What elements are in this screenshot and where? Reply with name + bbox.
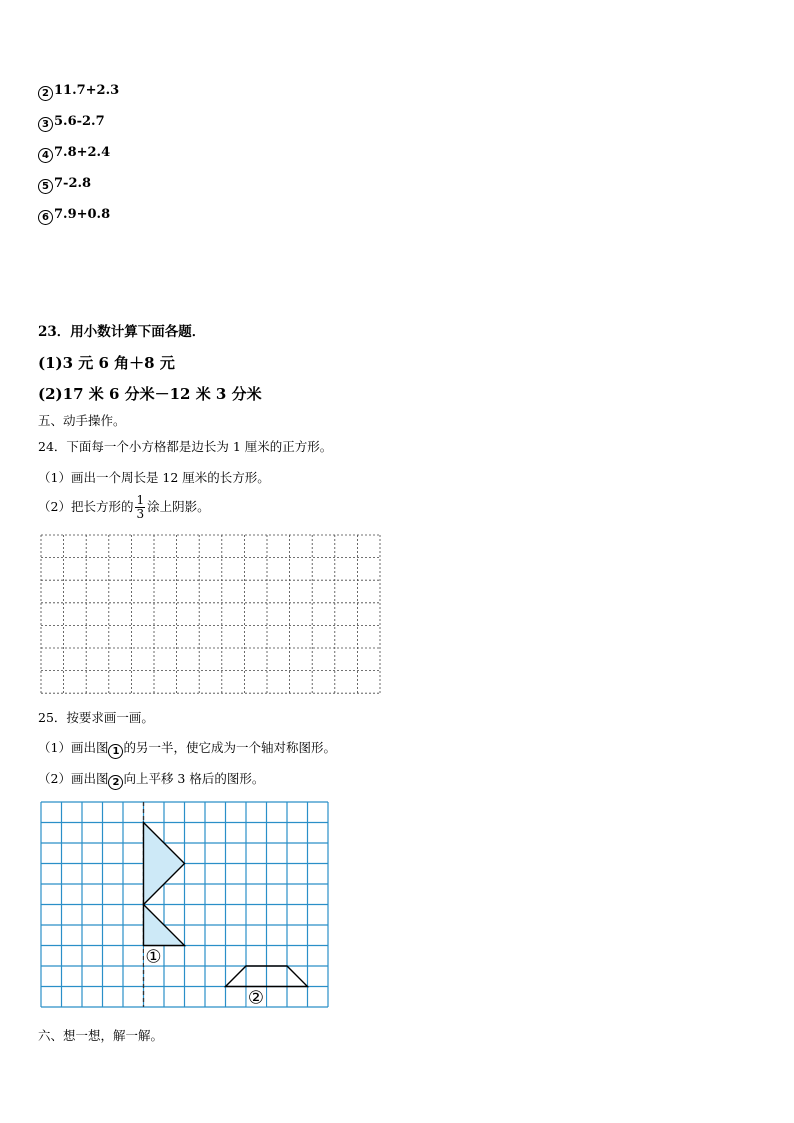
q23-item-1: (1)3 元 6 角＋8 元 <box>38 354 175 372</box>
calc-item-3: 3 5.6-2.7 <box>38 114 105 132</box>
circled-number: 3 <box>38 117 53 132</box>
q23-item-2: (2)17 米 6 分米－12 米 3 分米 <box>38 385 262 403</box>
fraction: $\frac{1}{3}$ <box>136 493 145 521</box>
calc-item-2: 2 11.7+2.3 <box>38 83 119 101</box>
calc-item-5: 5 7-2.8 <box>38 176 91 194</box>
q24-item-1: （1）画出一个周长是 12 厘米的长方形。 <box>38 470 270 485</box>
circled-number: 2 <box>108 775 123 790</box>
q25-item-2: （2）画出图 2 向上平移 3 格后的图形。 <box>38 771 265 788</box>
circled-number: 6 <box>38 210 53 225</box>
q23-title: 23．用小数计算下面各题． <box>38 324 206 340</box>
q24-title: 24．下面每一个小方格都是边长为 1 厘米的正方形。 <box>38 439 333 454</box>
q24-item-2: （2）把长方形的 $\frac{1}{3}$ 涂上阴影。 <box>38 493 210 521</box>
circled-number: 5 <box>38 179 53 194</box>
shape-1-label: ① <box>145 946 162 968</box>
section-6-heading: 六、想一想，解一解。 <box>38 1028 164 1043</box>
calc-item-6: 6 7.9+0.8 <box>38 207 110 225</box>
shape-2-label: ② <box>247 987 265 1009</box>
circled-number: 1 <box>108 744 123 759</box>
calc-item-4: 4 7.8+2.4 <box>38 145 110 163</box>
q25-item-1: （1）画出图 1 的另一半，使它成为一个轴对称图形。 <box>38 740 336 757</box>
circled-number: 4 <box>38 148 53 163</box>
circled-number: 2 <box>38 86 53 101</box>
q25-title: 25．按要求画一画。 <box>38 710 154 725</box>
section-5-heading: 五、动手操作。 <box>38 413 126 428</box>
